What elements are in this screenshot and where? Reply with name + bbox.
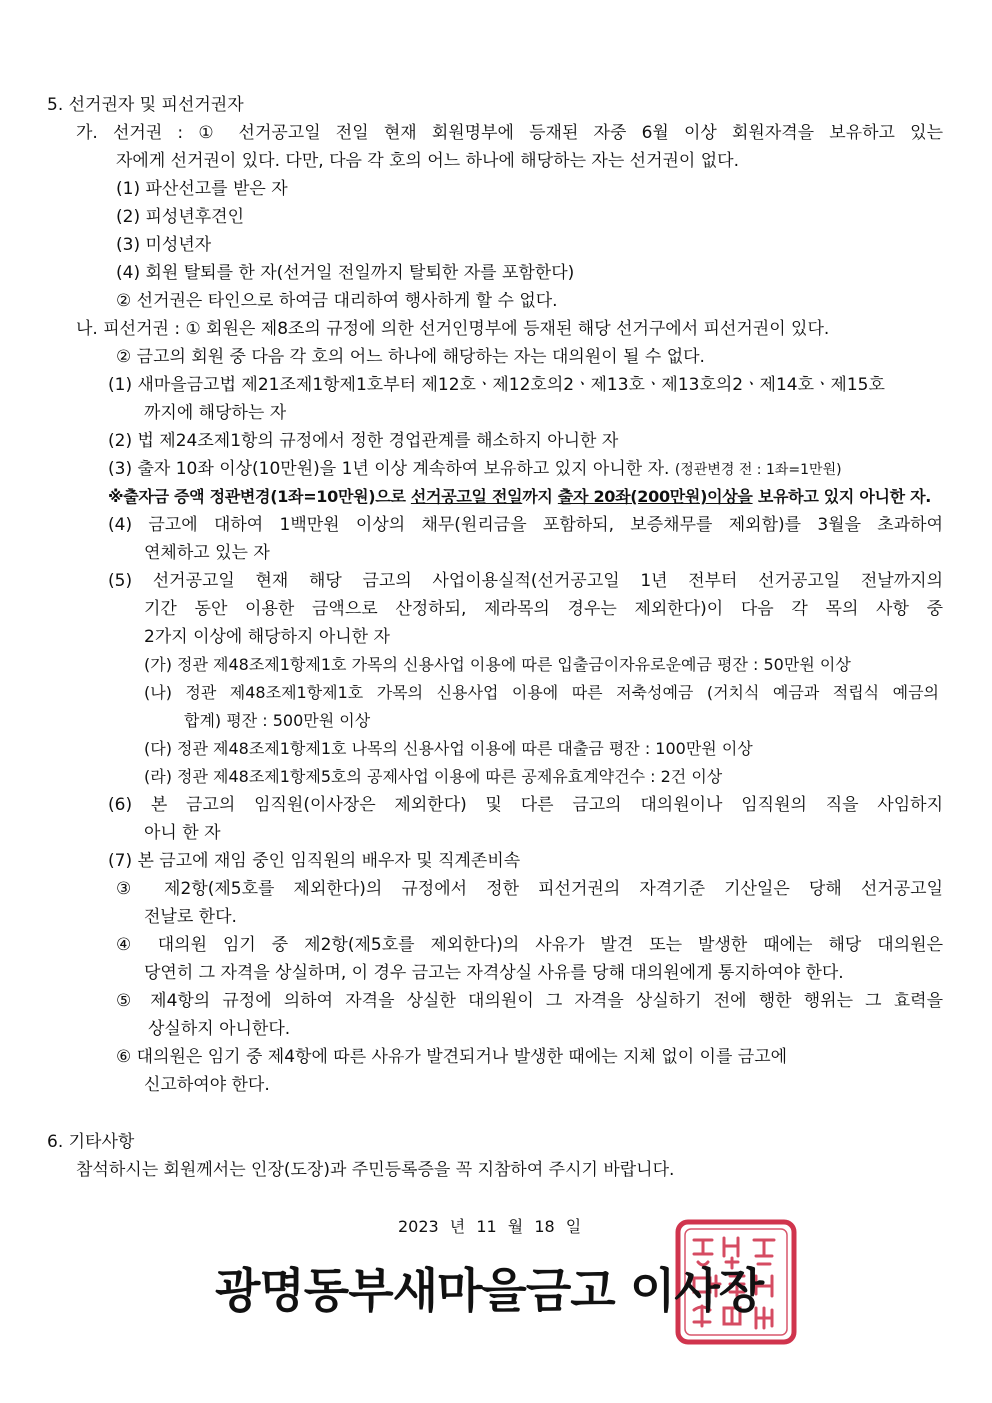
capital-notice-part-3: 까지	[522, 487, 558, 506]
section-6-title: 6. 기타사항	[47, 1132, 135, 1152]
document-date: 2023 년 11 월 18 일	[398, 1217, 582, 1236]
capital-notice-part-4: 출자 20좌(200만원)이상을	[557, 487, 753, 506]
sub-item-na-1: (나) 정관 제48조제1항제1호 가목의 신용사업 이용에 따른 저축성예금 (거치식 예금과 적립식 예금의	[144, 683, 939, 702]
eligibility-item-3-text: (3) 출자 10좌 이상(10만원)을 1년 이상 계속하여 보유하고 있지 아니한 자.	[108, 459, 670, 479]
eligibility-item-2: (2) 법 제24조제1항의 규정에서 정한 경업관계를 해소하지 아니한 자	[108, 431, 619, 451]
suffrage-line-2: 자에게 선거권이 있다. 다만, 다음 각 호의 어느 하나에 해당하는 자는 선거권이 없다.	[116, 151, 739, 171]
suffrage-clause-2: ② 선거권은 타인으로 하여금 대리하여 행사하게 할 수 없다.	[116, 291, 558, 311]
capital-notice-part-2: 선거공고일 전일	[410, 487, 523, 506]
sub-item-ga: (가) 정관 제48조제1항제1호 가목의 신용사업 이용에 따른 입출금이자유로운예금 평잔 : 50만원 이상	[144, 655, 851, 674]
eligibility-item-1a: (1) 새마을금고법 제21조제1항제1호부터 제12호ㆍ제12호의2ㆍ제13호ㆍ제13호의2ㆍ제14호ㆍ제15호	[108, 375, 885, 395]
eligibility-item-3	[108, 458, 842, 481]
eligibility-line-1: 나. 피선거권 : ① 회원은 제8조의 규정에 의한 선거인명부에 등재된 해당 선거구에서 피선거권이 있다.	[76, 319, 830, 339]
sub-item-da: (다) 정관 제48조제1항제1호 나목의 신용사업 이용에 따른 대출금 평잔 : 100만원 이상	[144, 739, 753, 758]
clause-4-line-2: 당연히 그 자격을 상실하며, 이 경우 금고는 자격상실 사유를 당해 대의원에게 통지하여야 한다.	[144, 963, 844, 983]
suffrage-item-4: (4) 회원 탈퇴를 한 자(선거일 전일까지 탈퇴한 자를 포함한다)	[116, 263, 575, 283]
suffrage-item-1: (1) 파산선고를 받은 자	[116, 179, 288, 199]
eligibility-item-5c: 2가지 이상에 해당하지 아니한 자	[144, 627, 390, 647]
section-6-body: 참석하시는 회원께서는 인장(도장)과 주민등록증을 꼭 지참하여 주시기 바랍니다.	[76, 1160, 675, 1180]
suffrage-item-2: (2) 피성년후견인	[116, 207, 245, 227]
eligibility-item-1b: 까지에 해당하는 자	[144, 403, 287, 423]
clause-6-line-2: 신고하여야 한다.	[144, 1075, 270, 1095]
eligibility-item-7: (7) 본 금고에 재임 중인 임직원의 배우자 및 직계존비속	[108, 851, 521, 871]
capital-notice-part-1: ※출자금 증액 정관변경(1좌=10만원)으로	[108, 487, 411, 506]
sub-item-ra: (라) 정관 제48조제1항제5호의 공제사업 이용에 따른 공제유효계약건수 : 2건 이상	[144, 767, 723, 786]
clause-5-line-2: 상실하지 아니한다.	[148, 1019, 291, 1039]
suffrage-item-3: (3) 미성년자	[116, 235, 212, 255]
clause-6-line-1: ⑥ 대의원은 임기 중 제4항에 따른 사유가 발견되거나 발생한 때에는 지체 없이 이를 금고에	[116, 1047, 788, 1067]
clause-4-line-1: ④ 대의원 임기 중 제2항(제5호를 제외한다)의 사유가 발견 또는 발생한 때에는 해당 대의원은	[116, 935, 943, 955]
eligibility-item-4a: (4) 금고에 대하여 1백만원 이상의 채무(원리금을 포함하되, 보증채무를 제외함)를 3월을 초과하여	[108, 515, 943, 535]
sub-item-na-2: 합계) 평잔 : 500만원 이상	[184, 711, 371, 730]
capital-notice-part-5: 보유하고 있지 아니한 자.	[752, 487, 931, 506]
suffrage-line-1: 가. 선거권 : ① 선거공고일 전일 현재 회원명부에 등재된 자중 6월 이상 회원자격을 보유하고 있는	[76, 123, 943, 143]
clause-3-line-2: 전날로 한다.	[144, 907, 237, 927]
eligibility-item-5b: 기간 동안 이용한 금액으로 산정하되, 제라목의 경우는 제외한다)이 다음 각 목의 사항 중	[144, 599, 943, 619]
eligibility-item-4b: 연체하고 있는 자	[144, 543, 270, 563]
section-5-title: 5. 선거권자 및 피선거권자	[47, 95, 244, 115]
clause-3-line-1: ③ 제2항(제5호를 제외한다)의 규정에서 정한 피선거권의 자격기준 기산일은 당해 선거공고일	[116, 879, 943, 899]
eligibility-item-6b: 아니 한 자	[144, 823, 221, 843]
eligibility-item-5a: (5) 선거공고일 현재 해당 금고의 사업이용실적(선거공고일 1년 전부터 선거공고일 전날까지의	[108, 571, 943, 591]
signature-issuer: 광명동부새마을금고 이사장	[215, 1264, 764, 1319]
eligibility-item-6a: (6) 본 금고의 임직원(이사장은 제외한다) 및 다른 금고의 대의원이나 임직원의 직을 사임하지	[108, 795, 943, 815]
clause-5-line-1: ⑤ 제4항의 규정에 의하여 자격을 상실한 대의원이 그 자격을 상실하기 전에 행한 행위는 그 효력을	[116, 991, 943, 1011]
capital-notice	[108, 486, 931, 508]
eligibility-clause-2: ② 금고의 회원 중 다음 각 호의 어느 하나에 해당하는 자는 대의원이 될 수 없다.	[116, 347, 705, 367]
eligibility-item-3-note: (정관변경 전 : 1좌=1만원)	[674, 462, 842, 478]
